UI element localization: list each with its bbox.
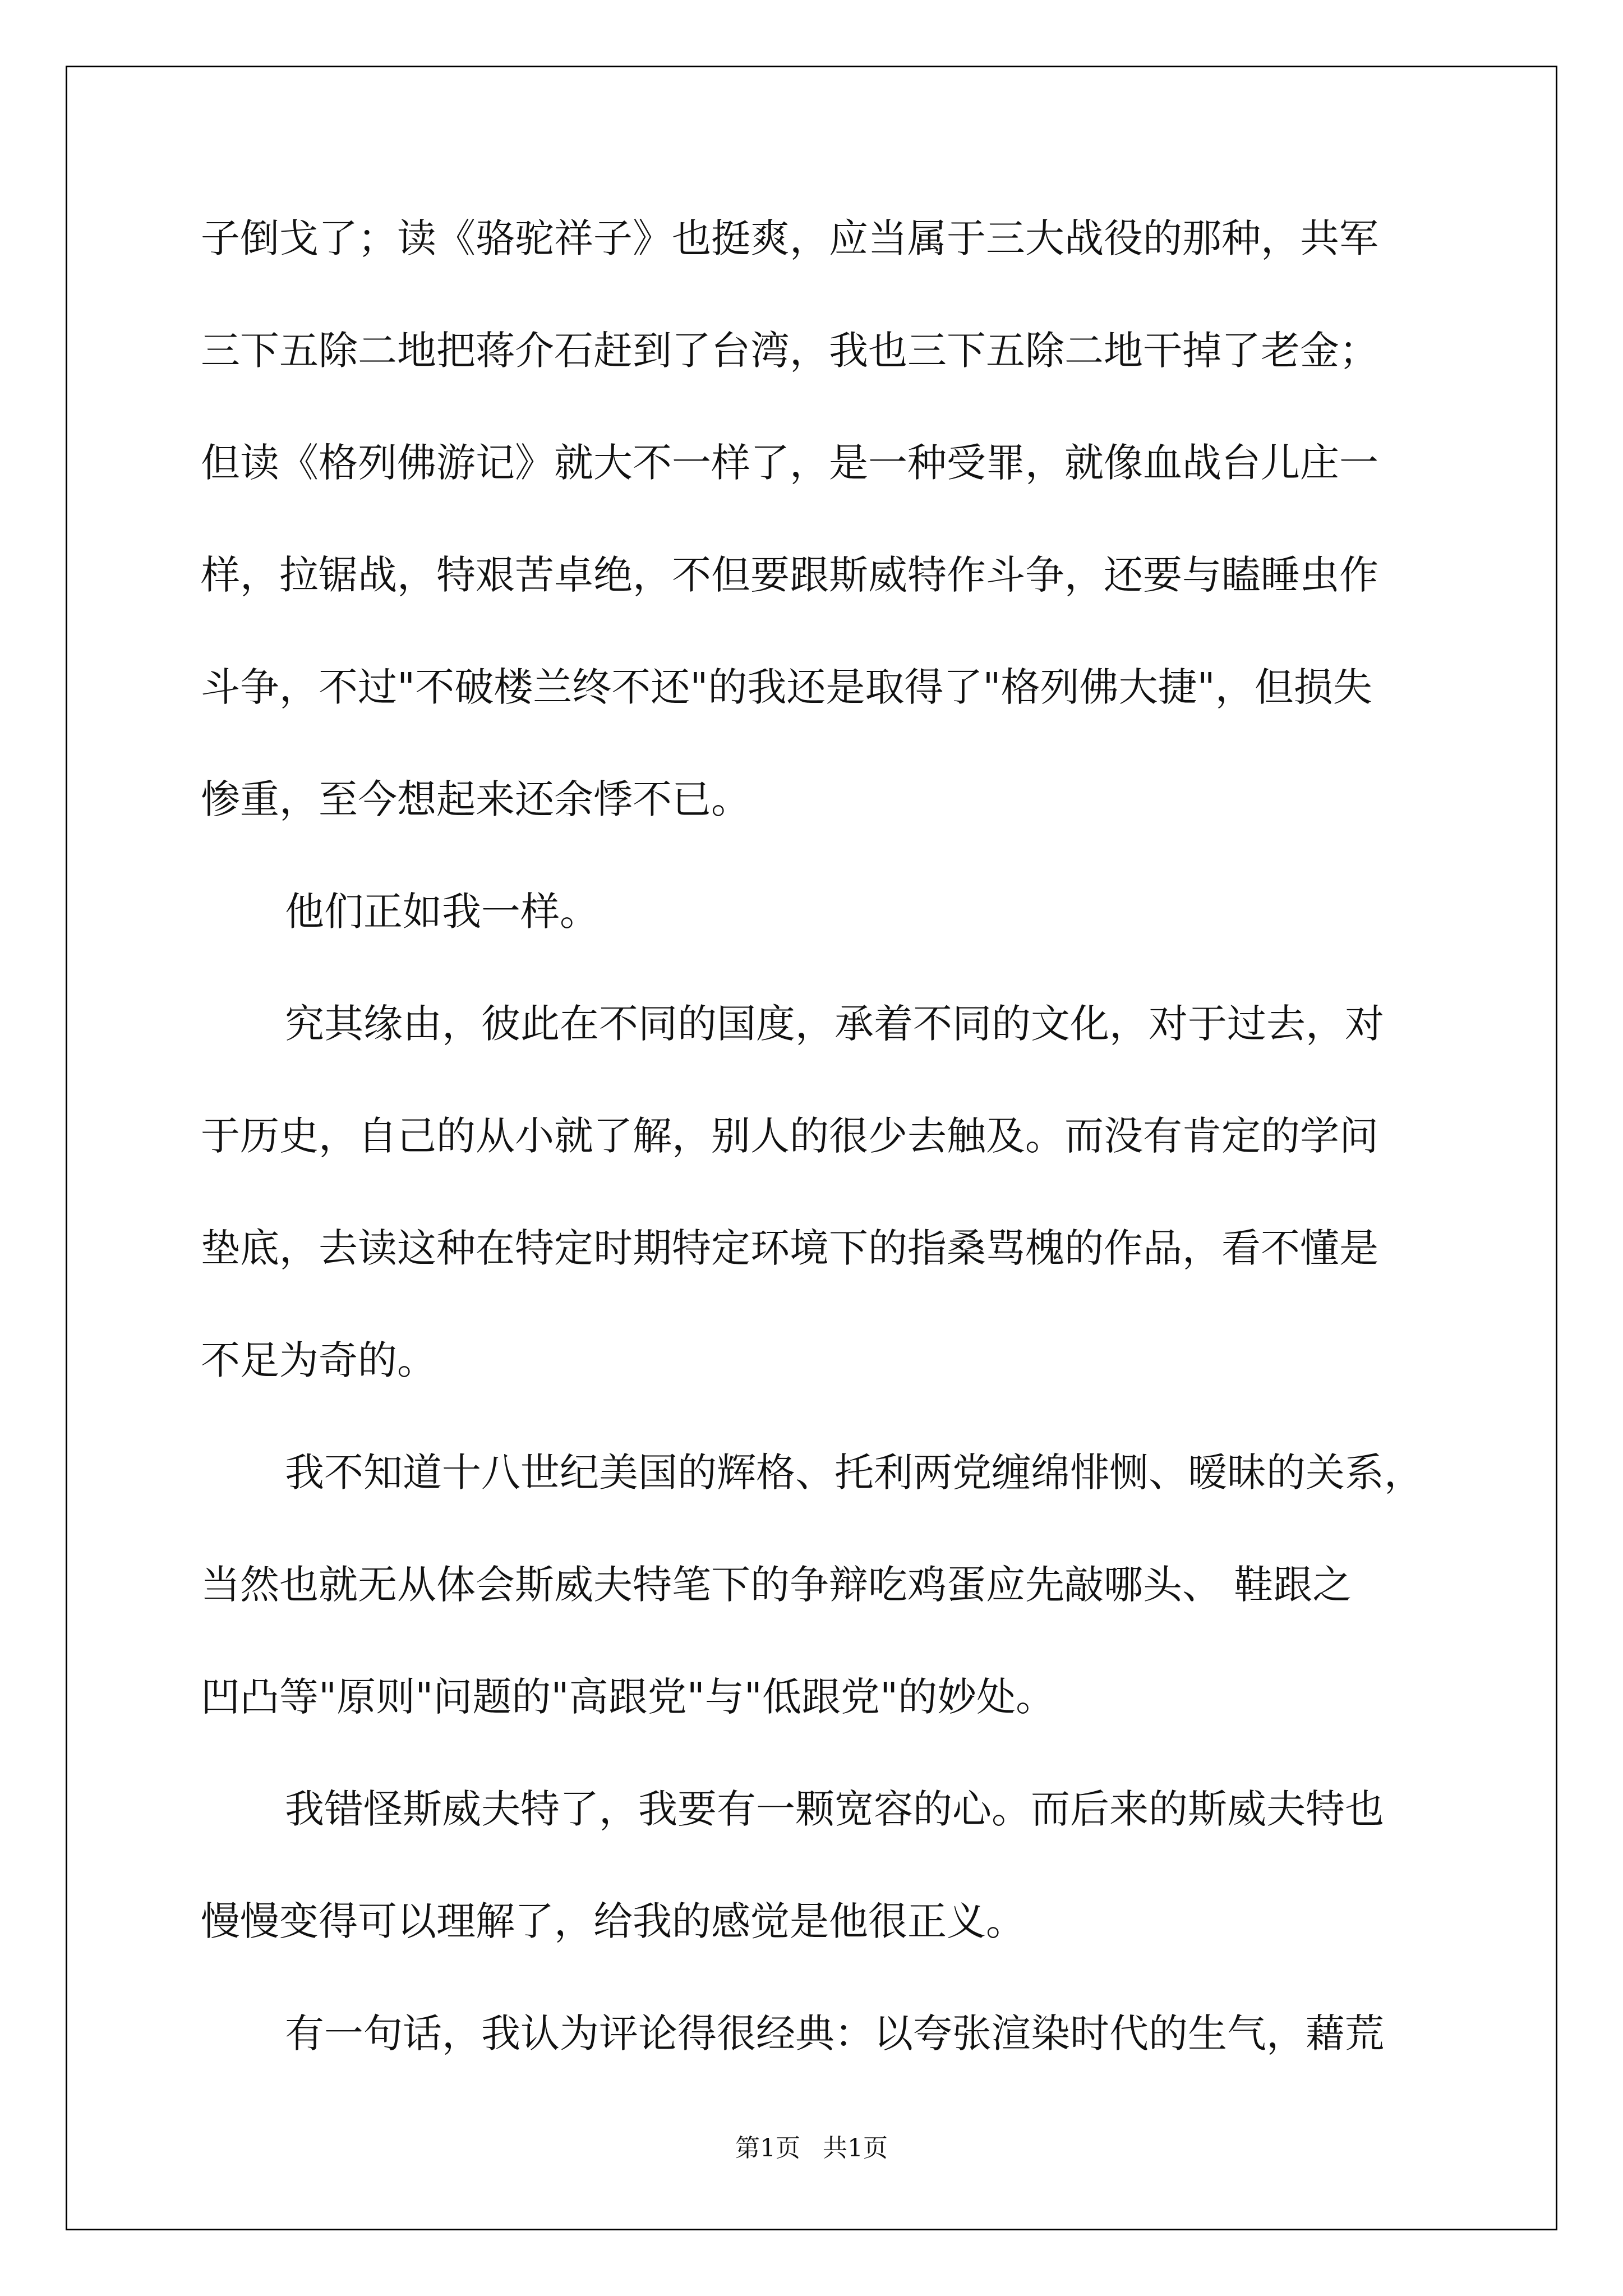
text-line: 斗争，不过"不破楼兰终不还"的我还是取得了"格列佛大捷"，但损失 xyxy=(201,664,1372,710)
text-line: 但读《格列佛游记》就大不一样了，是一种受罪，就像血战台儿庄一 xyxy=(201,440,1378,486)
paragraph-first-line: 究其缘由，彼此在不同的国度，承着不同的文化，对于过去，对 xyxy=(285,1001,1384,1047)
paragraph-first-line: 我不知道十八世纪美国的辉格、托利两党缠绵悱恻、暧昧的关系， xyxy=(285,1450,1423,1496)
page-total: 共1页 xyxy=(823,2134,888,2162)
paragraph-first-line: 他们正如我一样。 xyxy=(285,889,599,935)
paragraph-first-line: 我错怪斯威夫特了，我要有一颗宽容的心。而后来的斯威夫特也 xyxy=(285,1786,1384,1832)
text-line: 凹凸等"原则"问题的"高跟党"与"低跟党"的妙处。 xyxy=(201,1674,1055,1720)
text-line: 慢慢变得可以理解了，给我的感觉是他很正义。 xyxy=(201,1898,1025,1944)
text-line: 当然也就无从体会斯威夫特笔下的争辩吃鸡蛋应先敲哪头、 鞋跟之 xyxy=(201,1562,1352,1608)
paragraph-first-line: 有一句话，我认为评论得很经典：以夸张渲染时代的生气，藉荒 xyxy=(285,2010,1384,2056)
text-line: 三下五除二地把蒋介石赶到了台湾，我也三下五除二地干掉了老金； xyxy=(201,328,1378,374)
text-line: 垫底，去读这种在特定时期特定环境下的指桑骂槐的作品，看不懂是 xyxy=(201,1225,1378,1271)
text-line: 子倒戈了；读《骆驼祥子》也挺爽，应当属于三大战役的那种，共军 xyxy=(201,215,1378,261)
text-line: 于历史，自己的从小就了解，别人的很少去触及。而没有肯定的学问 xyxy=(201,1113,1378,1159)
page-footer xyxy=(0,2132,1623,2165)
text-line: 样，拉锯战，特艰苦卓绝，不但要跟斯威特作斗争，还要与瞌睡虫作 xyxy=(201,552,1378,598)
page-number: 第1页 xyxy=(735,2134,800,2162)
text-line: 惨重，至今想起来还余悸不已。 xyxy=(201,776,750,822)
text-line: 不足为奇的。 xyxy=(201,1337,436,1383)
